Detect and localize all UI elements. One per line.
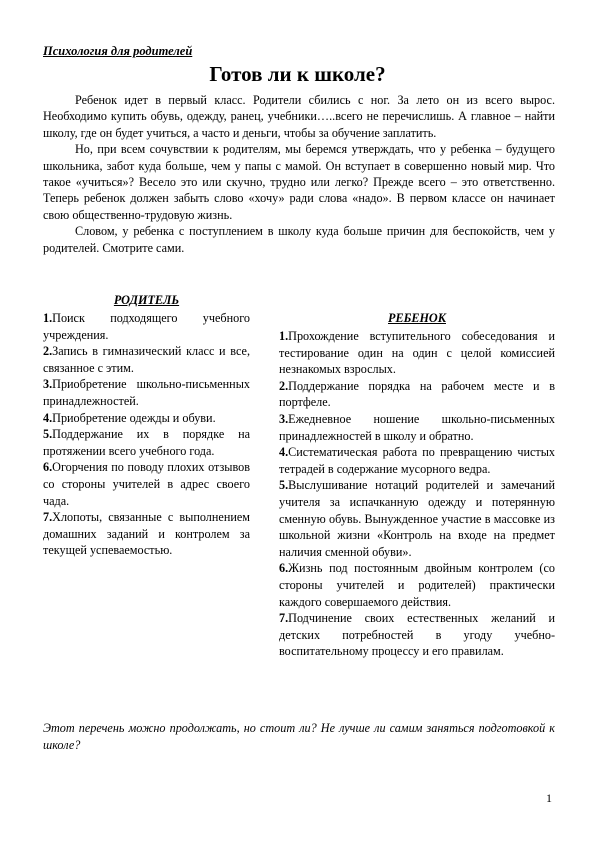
item-number: 5. <box>279 478 289 493</box>
item-text: Прохождение вступительного собеседования и тестирование один на один с целой комиссией незнакомых взрослых. <box>279 329 555 377</box>
list-item <box>43 459 250 509</box>
parent-list <box>43 310 250 559</box>
item-number: 3. <box>43 377 53 392</box>
list-item <box>43 343 250 376</box>
item-number: 3. <box>279 411 289 426</box>
item-number: 1. <box>279 329 289 343</box>
item-text: Поиск подходящего учебного учреждения. <box>43 311 250 342</box>
item-number: 7. <box>43 510 53 525</box>
item-text: Поддержание порядка на рабочем месте и в портфеле. <box>279 378 555 410</box>
paragraph: Но, при всем сочувствии к родителям, мы беремся утверждать, что у ребенка – будущего школьника, забот куда больше, чем у папы с мамой. Он вступает в совершенно новый мир. Что такое «учиться»? Весело это или скучно, трудно или легко? Прежде всего – это ответственно. Теперь ребенок должен забыть слово «хочу» ради слова «надо». В первом классе он начинает свою общественно-трудовую жизнь. <box>43 142 555 222</box>
item-text: Приобретение школьно-письменных принадлежностей. <box>43 377 250 408</box>
item-text: Приобретение одежды и обуви. <box>52 410 216 425</box>
list-item <box>43 426 250 459</box>
item-text: Запись в гимназический класс и все, связанное с этим. <box>43 344 250 375</box>
item-text: Ежедневное ношение школьно-письменных принадлежностей в школу и обратно. <box>279 411 555 443</box>
item-text: Жизнь под постоянным двойным контролем (со стороны учителей и родителей) практически каждого совершаемого действия. <box>279 561 555 609</box>
item-text: Хлопоты, связанные с выполнением домашних заданий и контролем за текущей успеваемостью. <box>43 510 250 558</box>
item-number: 1. <box>43 311 53 325</box>
item-text: Подчинение своих естественных желаний и детских потребностей в угоду учебно-воспитательному процессу и его правилам. <box>279 611 555 659</box>
item-number: 6. <box>279 561 289 576</box>
item-number: 5. <box>43 427 53 442</box>
list-item <box>279 477 555 560</box>
list-item <box>279 610 555 660</box>
list-item <box>43 376 250 409</box>
item-text: Систематическая работа по превращению чистых тетрадей в содержание мусорного ведра. <box>279 445 555 476</box>
parent-column-heading: РОДИТЕЛЬ <box>113 293 180 307</box>
paragraph: Ребенок идет в первый класс. Родители сбились с ног. За лето он из всего вырос. Необходимо купить обувь, одежду, ранец, учебники…..всего не перечислишь. А главное – найти школу, где он будет учиться, а часто и деньги, чтобы за обучение заплатить. <box>43 93 555 140</box>
list-item <box>279 378 555 411</box>
intro-text <box>43 92 555 256</box>
item-number: 7. <box>279 611 289 626</box>
list-item <box>43 310 250 343</box>
child-list <box>279 328 555 660</box>
item-text: Выслушивание нотаций родителей и замечаний учителя за испачканную одежду и потерянную сменную обувь. Вынужденное участие в массовке из школьной жизни «Контроль на входе на предмет наличия сменной обуви». <box>279 478 555 559</box>
item-number: 2. <box>43 344 53 359</box>
rubric-heading: Психология для родителей <box>43 44 193 58</box>
item-number: 4. <box>43 410 53 425</box>
item-number: 2. <box>279 378 289 393</box>
item-number: 6. <box>43 460 53 475</box>
page-number: 1 <box>546 791 552 805</box>
item-number: 4. <box>279 445 289 460</box>
closing-note: Этот перечень можно продолжать, но стоит ли? Не лучше ли самим заняться подготовкой к школе? <box>43 721 555 752</box>
list-item <box>279 560 555 610</box>
article-title: Готов ли к школе? <box>209 62 386 86</box>
list-item <box>43 410 250 427</box>
paragraph: Словом, у ребенка с поступлением в школу куда больше причин для беспокойств, чем у родителей. Смотрите сами. <box>43 224 555 255</box>
item-text: Поддержание их в порядке на протяжении всего учебного года. <box>43 427 250 458</box>
list-item <box>43 509 250 559</box>
child-column-heading: РЕБЕНОК <box>388 311 446 325</box>
list-item <box>279 411 555 444</box>
item-text: Огорчения по поводу плохих отзывов со стороны учителей в адрес своего чада. <box>43 460 250 508</box>
list-item <box>279 328 555 378</box>
list-item <box>279 444 555 477</box>
